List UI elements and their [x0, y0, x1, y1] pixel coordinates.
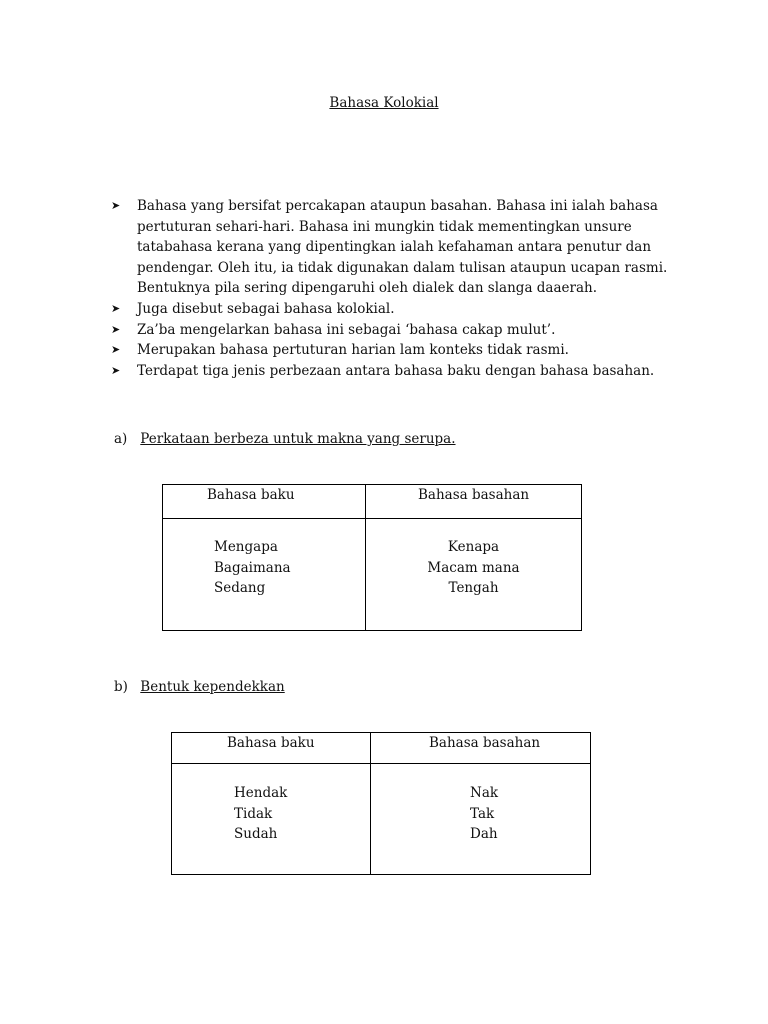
word: Tengah — [448, 580, 499, 597]
section-a-heading — [114, 431, 456, 447]
word: Mengapa — [214, 539, 278, 555]
table-header-cell — [172, 733, 371, 764]
table-section-b — [171, 732, 591, 875]
list-item — [108, 299, 668, 320]
bullet-list — [108, 196, 668, 381]
list-item — [108, 361, 668, 382]
arrowhead-bullet-icon: ➤ — [111, 199, 121, 212]
table-cell — [172, 764, 371, 875]
table-cell — [366, 519, 582, 631]
word: Dah — [470, 826, 498, 843]
col1-header: Bahasa baku — [207, 487, 295, 503]
word: Sudah — [234, 826, 278, 843]
arrowhead-bullet-icon: ➤ — [111, 322, 121, 336]
arrowhead-bullet-icon: ➤ — [111, 363, 121, 377]
col2-header: Bahasa basahan — [429, 735, 541, 751]
table-header-cell — [366, 485, 582, 519]
bullet-text: Juga disebut sebagai bahasa kolokial. — [137, 300, 395, 317]
section-a-letter: a) — [114, 431, 128, 447]
page-title: Bahasa Kolokial — [329, 95, 439, 111]
arrowhead-bullet-icon: ➤ — [111, 301, 121, 315]
bullet-text: Terdapat tiga jenis perbezaan antara bahasa baku dengan bahasa basahan. — [137, 362, 655, 379]
arrowhead-bullet-icon: ➤ — [111, 343, 121, 357]
table-header-cell — [371, 733, 591, 764]
list-item — [108, 340, 668, 361]
bullet-text: Za’ba mengelarkan bahasa ini sebagai ‘bahasa cakap mulut’. — [137, 321, 556, 338]
bullet-text: Merupakan bahasa pertuturan harian lam konteks tidak rasmi. — [137, 342, 569, 359]
section-b-letter: b) — [114, 679, 128, 695]
word: Kenapa — [447, 539, 500, 555]
section-b-heading — [114, 679, 285, 695]
list-item — [108, 196, 668, 299]
list-item — [108, 320, 668, 341]
word: Hendak — [234, 785, 288, 801]
section-a-heading-text: Perkataan berbeza untuk makna yang serupa. — [140, 431, 456, 447]
word: Tidak — [234, 805, 273, 822]
table-header-cell — [163, 485, 366, 519]
section-b-heading-text: Bentuk kependekkan — [140, 679, 285, 695]
word: Bagaimana — [214, 559, 291, 576]
word: Macam mana — [427, 559, 520, 576]
word: Nak — [470, 785, 499, 801]
table-cell — [163, 519, 366, 631]
bullet-text: Bahasa yang bersifat percakapan ataupun basahan. Bahasa ini ialah bahasa pertuturan sehari-hari. Bahasa ini mungkin tidak mementingkan unsure tatabahasa kerana yang dipentingkan ialah kefahaman antara penutur dan pendengar. Oleh itu, ia tidak digunakan dalam tulisan ataupun ucapan rasmi. Bentuknya pila sering dipengaruhi oleh dialek dan slanga daaerah. — [137, 198, 668, 297]
col2-header: Bahasa basahan — [418, 487, 530, 503]
table-section-a — [162, 484, 582, 631]
col1-header: Bahasa baku — [227, 735, 315, 751]
table-cell — [371, 764, 591, 875]
word: Tak — [470, 805, 495, 822]
word: Sedang — [214, 580, 266, 597]
